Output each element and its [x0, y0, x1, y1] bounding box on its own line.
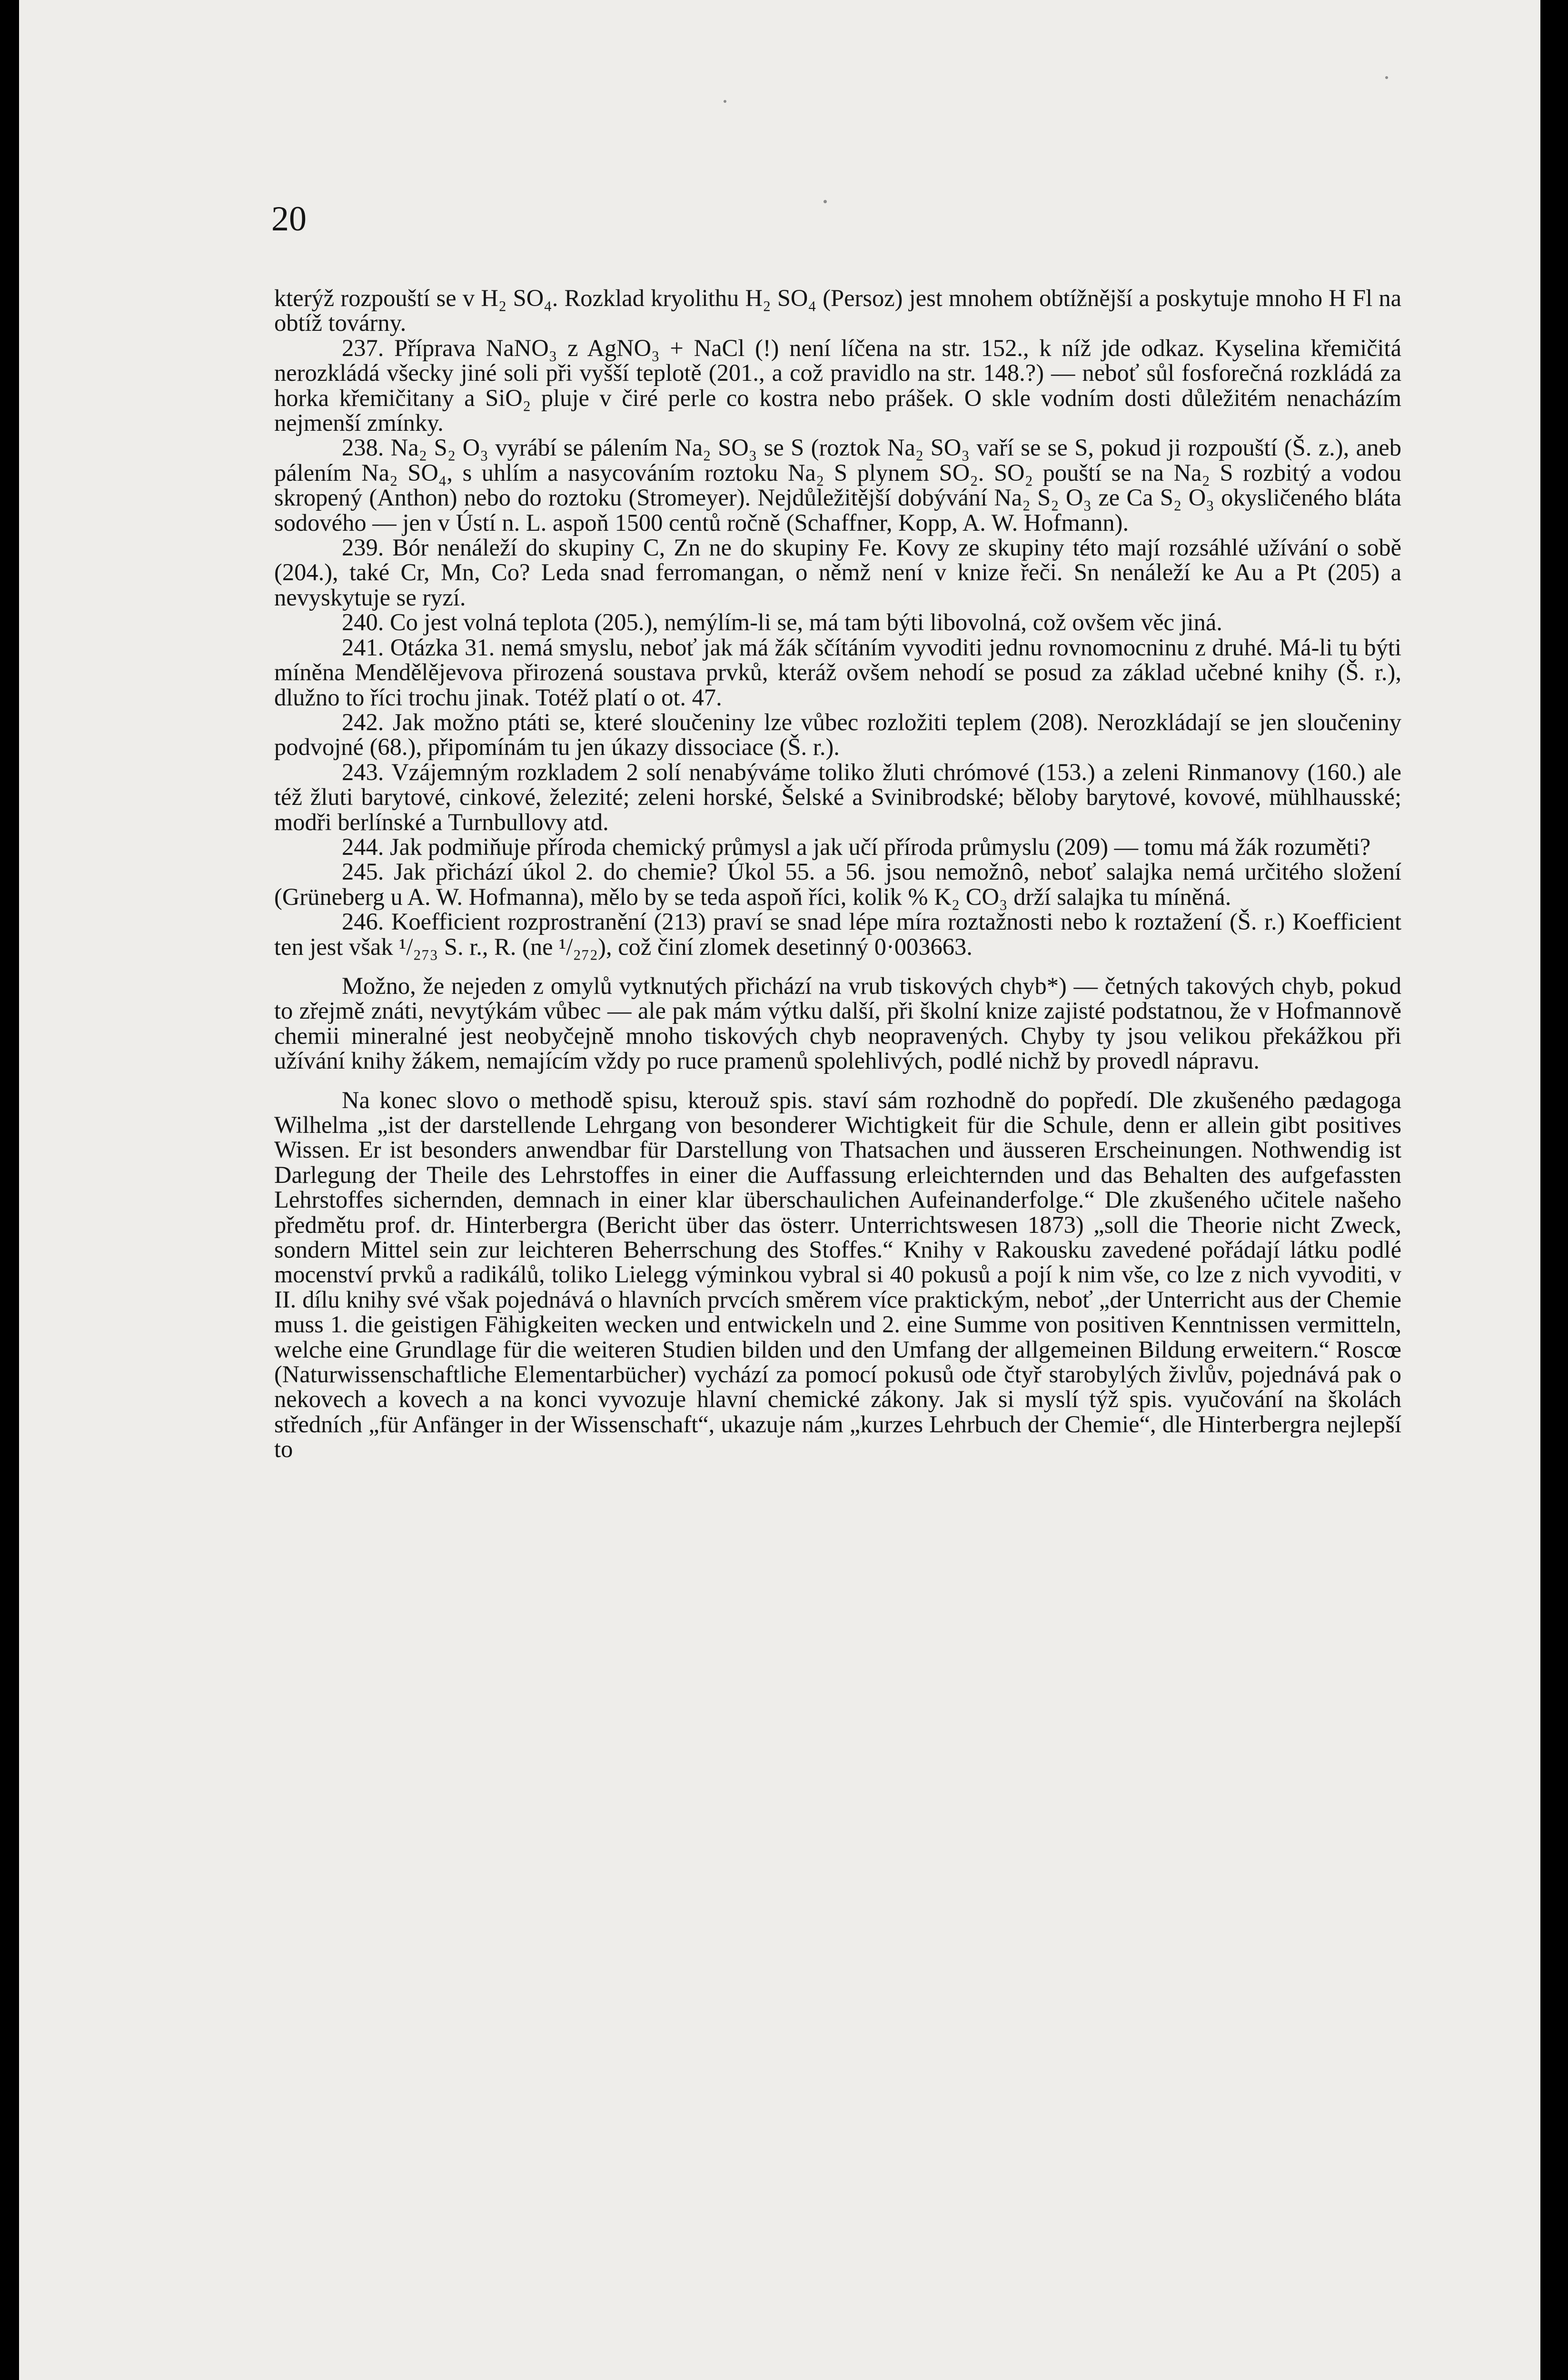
paragraph-244: 244. Jak podmiňuje příroda chemický průmysl a jak učí příroda průmyslu (209) — tomu má žák rozuměti?	[342, 833, 1371, 860]
page-number: 20	[271, 199, 307, 238]
paragraph-237: 237. Příprava NaNO₃ z AgNO₃ + NaCl (!) není líčena na str. 152., k níž jde odkaz. Kyselina křemičitá nerozkládá všecky jiné soli při vyšší teplotě (201., a což pravidlo na str. 148.?) — neboť sůl fosforečná rozkládá za horka křemičitany a SiO₂ pluje v čiré perle co kostra nebo prášek. O skle vodním dosti důležitém nenacházím nejmenší zmínky.	[274, 334, 1401, 436]
scan-speck	[824, 200, 827, 203]
scan-speck	[1385, 76, 1388, 79]
paragraph-method: Na konec slovo o methodě spisu, kterouž spis. staví sám rozhodně do popředí. Dle zkušeného pædagoga Wilhelma „ist der darstellende Lehrgang von besonderer Wichtigkeit für die Schule, denn er allein gibt positives Wissen. Er ist besonders anwendbar für Darstellung von Thatsachen und äusseren Erscheinungen. Nothwendig ist Darlegung der Theile des Lehrstoffes in einer die Auffassung erleichternden und das Behalten des aufgefassten Lehrstoffes sichernden, demnach in einer klar überschaulichen Aufeinanderfolge.“ Dle zkušeného učitele našeho předmětu prof. dr. Hinterbergra (Bericht über das österr. Unterrichtswesen 1873) „soll die Theorie nicht Zweck, sondern Mittel sein zur leichteren Beherrschung des Stoffes.“ Knihy v Rakousku zavedené pořádají látku podlé mocenství prvků a radikálů, toliko Lielegg výminkou vybral si 40 pokusů a pojí k nim vše, co lze z nich vyvoditi, v II. dílu knihy své však pojednává o hlavních prvcích směrem více praktickým, neboť „der Unterricht aus der Chemie muss 1. die geistigen Fähigkeiten wecken und entwickeln und 2. eine Summe von positiven Kenntnissen vermitteln, welche eine Grundlage für die weiteren Studien bilden und den Umfang der allgemeinen Bildung erweitern.“ Roscœ (Naturwissenschaftliche Elementarbücher) vychází za pomocí pokusů ode čtyř starobylých živlův, pojednává pak o nekovech a kovech a na konci vyvozuje hlavní chemické zákony. Jak si myslí týž spis. vyučování na školách středních „für Anfänger in der Wissenschaft“, ukazuje nám „kurzes Lehrbuch der Chemie“, dle Hinterbergra nejlepší to	[274, 1086, 1401, 1463]
paragraph-246: 246. Koefficient rozprostranění (213) praví se snad lépe míra roztažnosti nebo k roztažení (Š. r.) Koefficient ten jest však ¹/₂₇₃ S. r., R. (ne ¹/₂₇₂), což činí zlomek desetinný 0·003663.	[274, 908, 1401, 960]
body-text	[274, 286, 1401, 1462]
page-sheet	[19, 0, 1540, 2380]
paragraph-238: 238. Na₂ S₂ O₃ vyrábí se pálením Na₂ SO₃ se S (roztok Na₂ SO₃ vaří se se S, pokud ji rozpouští (Š. z.), aneb pálením Na₂ SO₄, s uhlím a nasycováním roztoku Na₂ S plynem SO₂. SO₂ pouští se na Na₂ S rozbitý a vodou skropený (Anthon) nebo do roztoku (Stromeyer). Nejdůležitější dobývání Na₂ S₂ O₃ ze Ca S₂ O₃ okysličeného bláta sodového — jen v Ústí n. L. aspoň 1500 centů ročně (Schaffner, Kopp, A. W. Hofmann).	[274, 434, 1401, 536]
paragraph-240: 240. Co jest volná teplota (205.), nemýlím-li se, má tam býti libovolná, což ovšem věc jiná.	[342, 609, 1222, 636]
paragraph-243: 243. Vzájemným rozkladem 2 solí nenabýváme toliko žluti chrómové (153.) a zeleni Rinmanovy (160.) ale též žluti barytové, cinkové, železité; zeleni horské, Šelské a Svinibrodské; běloby barytové, kovové, mühlhausské; modři berlínské a Turnbullovy atd.	[274, 758, 1401, 835]
paragraph-245: 245. Jak přichází úkol 2. do chemie? Úkol 55. a 56. jsou nemožnô, neboť salajka nemá určitého složení (Grüneberg u A. W. Hofmanna), mělo by se teda aspoň říci, kolik % K₂ CO₃ drží salajka tu míněná.	[274, 858, 1401, 910]
paragraph: kterýž rozpouští se v H₂ SO₄. Rozklad kryolithu H₂ SO₄ (Persoz) jest mnohem obtížnější a poskytuje mnoho H Fl na obtíž továrny.	[274, 285, 1401, 337]
paragraph-239: 239. Bór nenáleží do skupiny C, Zn ne do skupiny Fe. Kovy ze skupiny této mají rozsáhlé užívání o sobě (204.), také Cr, Mn, Co? Leda snad ferromangan, o němž není v knize řeči. Sn nenáleží ke Au a Pt (205) a nevyskytuje se ryzí.	[274, 534, 1401, 611]
paragraph-errata: Možno, že nejeden z omylů vytknutých přichází na vrub tiskových chyb*) — četných takových chyb, pokud to zřejmě znáti, nevytýkám vůbec — ale pak mám výtku další, při školní knize zajisté podstatnou, že v Hofmannově chemii mineralné jest neobyčejně mnoho tiskových chyb neopravených. Chyby ty jsou velikou překážkou při užívání knihy žákem, nemajícím vždy po ruce pramenů spolehlivých, podlé nichž by provedl nápravu.	[274, 972, 1401, 1074]
paragraph-242: 242. Jak možno ptáti se, které sloučeniny lze vůbec rozložiti teplem (208). Nerozkládají se jen sloučeniny podvojné (68.), připomínám tu jen úkazy dissociace (Š. r.).	[274, 708, 1401, 761]
paragraph-241: 241. Otázka 31. nemá smyslu, neboť jak má žák sčítáním vyvoditi jednu rovnomocninu z druhé. Má-li tu býti míněna Mendělějevova přirozená soustava prvků, kteráž ovšem nehodí se posud za základ učebné knihy (Š. r.), dlužno to říci trochu jinak. Totéž platí o ot. 47.	[274, 634, 1401, 711]
scan-speck	[724, 100, 726, 103]
